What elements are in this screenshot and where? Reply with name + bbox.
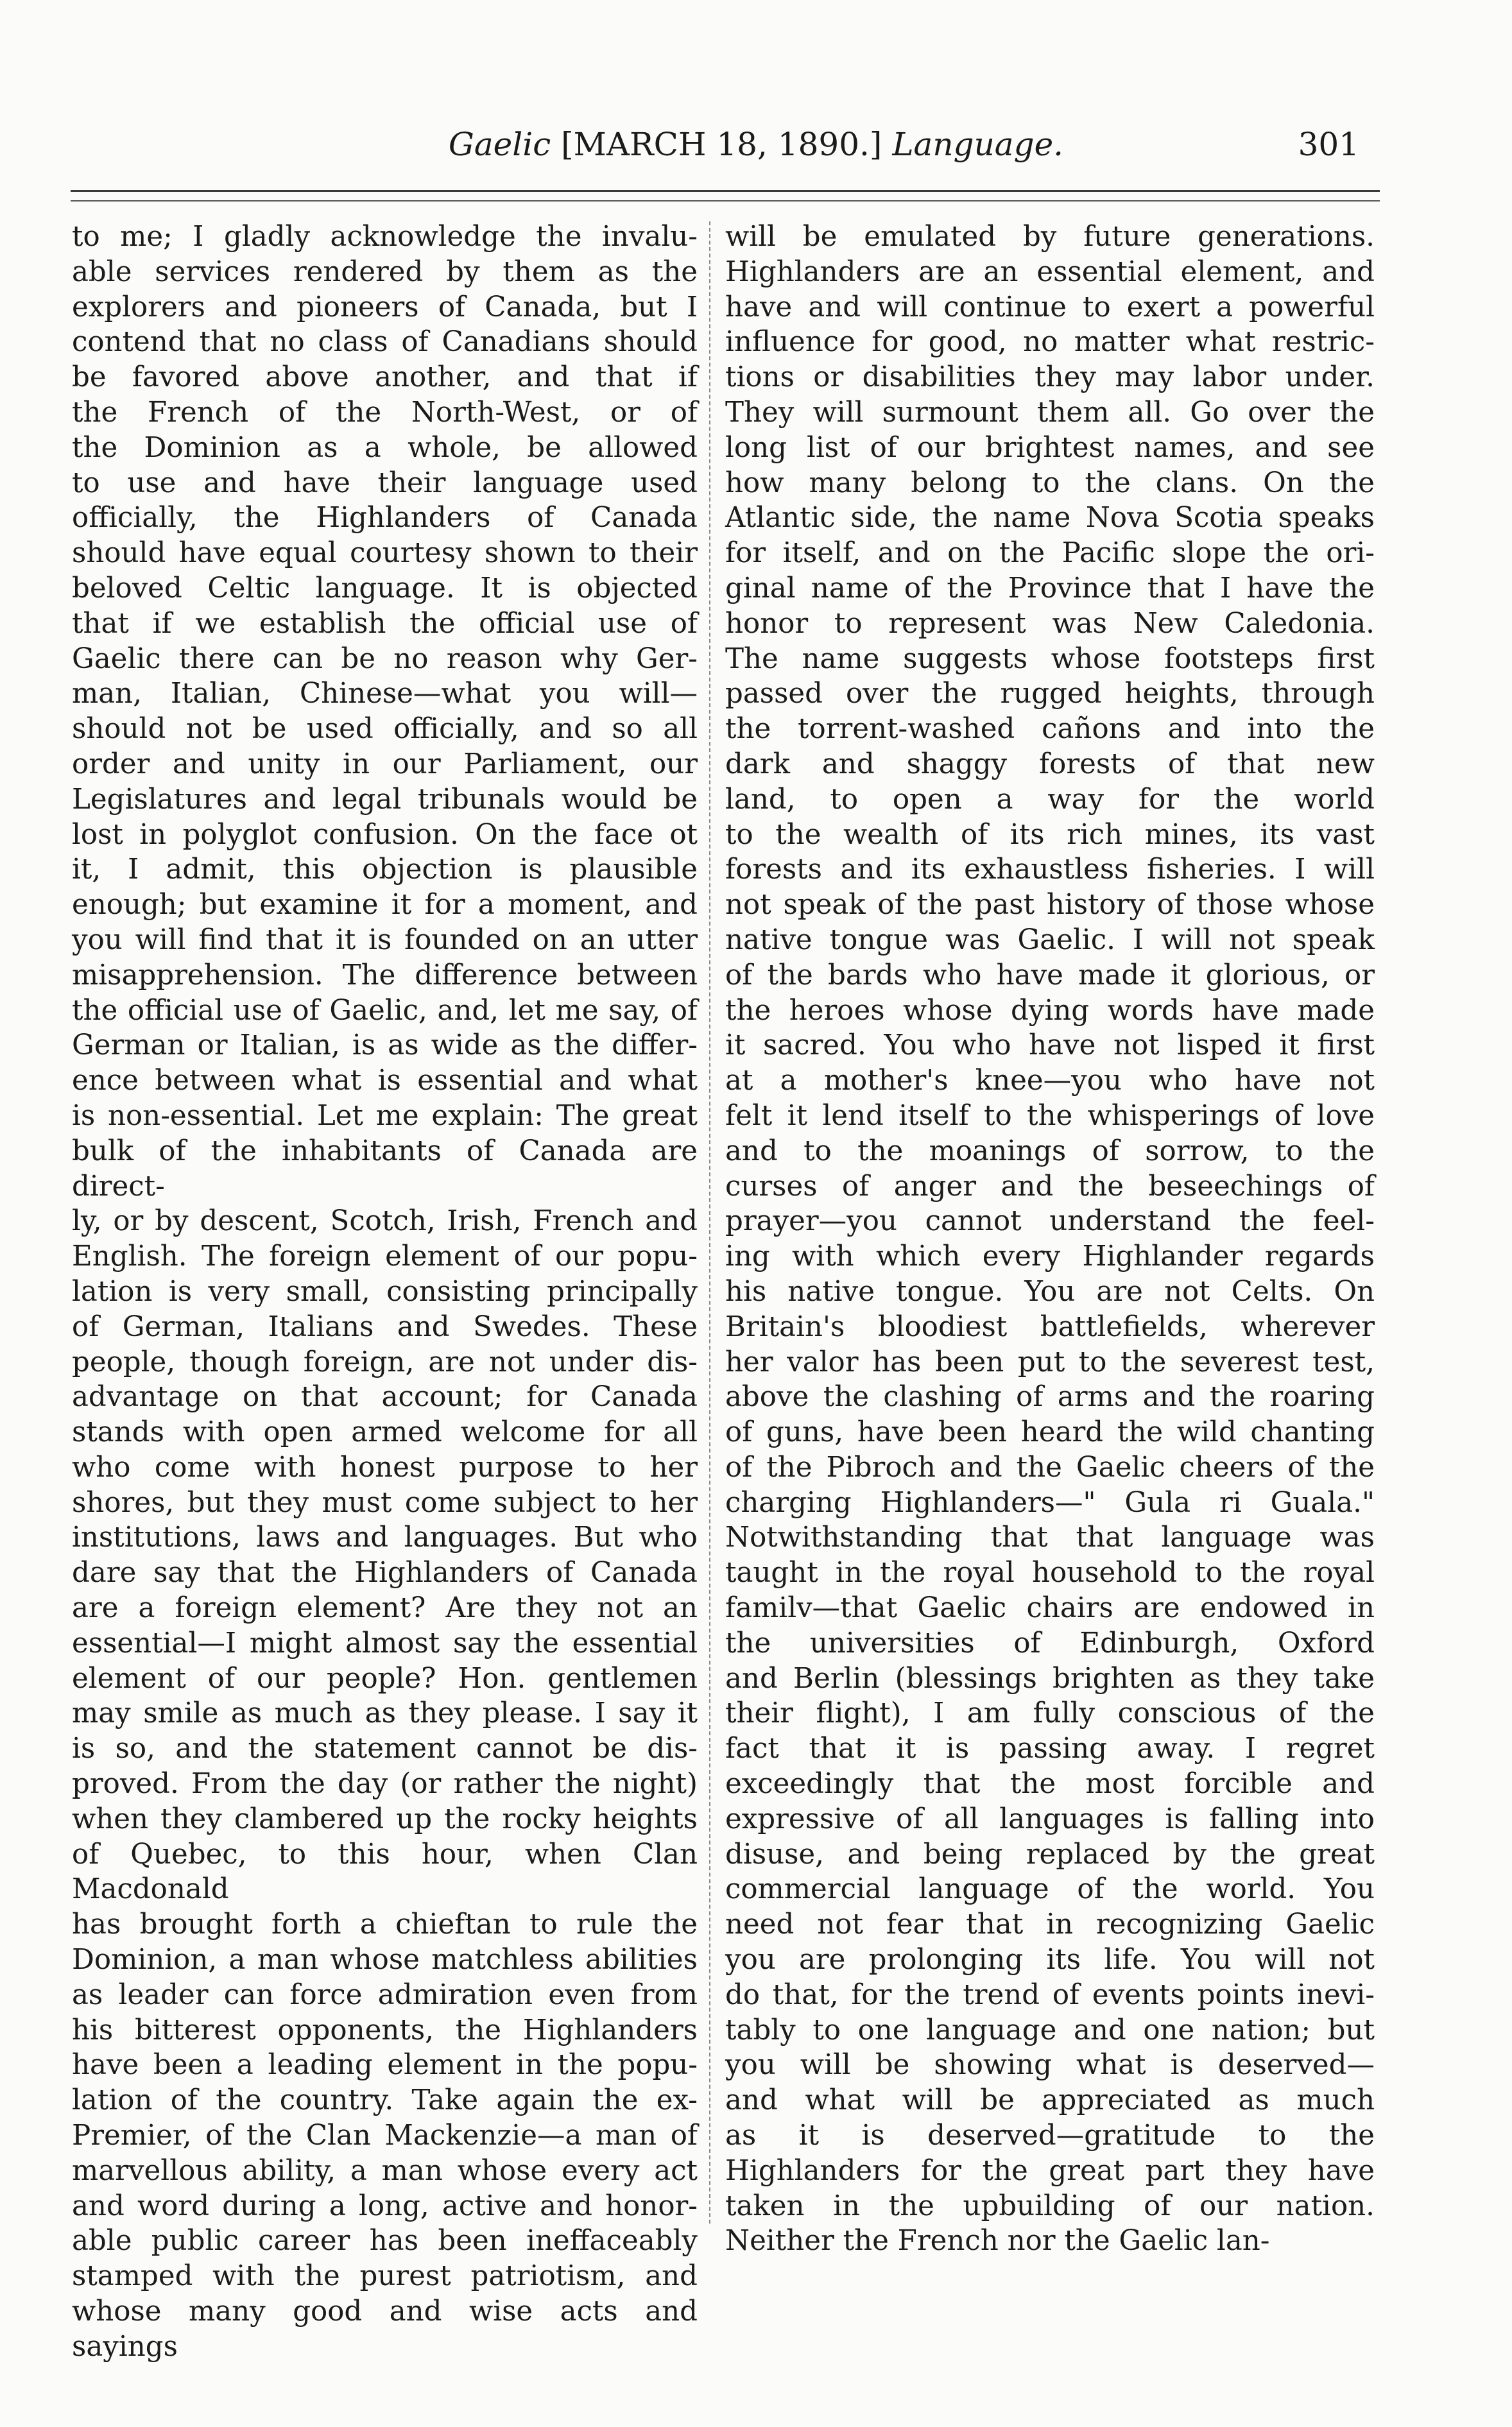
text-line: above the clashing of arms and the roaring <box>725 1381 1375 1414</box>
header-date: [MARCH 18, 1890.] <box>561 126 882 163</box>
text-line: misapprehension. The difference between <box>72 959 698 991</box>
header-title <box>0 126 1512 163</box>
text-line: shores, but they must come subject to her <box>72 1486 698 1519</box>
header-left-word: Gaelic <box>448 126 551 163</box>
text-line: Gaelic there can be no reason why Ger- <box>72 642 698 675</box>
text-line: English. The foreign element of our popu- <box>72 1240 698 1273</box>
text-line: honor to represent was New Caledonia. <box>725 607 1375 640</box>
text-line: German or Italian, is as wide as the differ- <box>72 1029 698 1062</box>
text-line: man, Italian, Chinese—what you will— <box>72 678 698 710</box>
text-line: taken in the upbuilding of our nation. <box>725 2190 1375 2222</box>
text-line: his native tongue. You are not Celts. On <box>725 1275 1375 1308</box>
right-column <box>725 219 1375 2258</box>
column-divider <box>709 221 710 2224</box>
text-line: for itself, and on the Pacific slope the ori- <box>725 537 1375 570</box>
text-line: order and unity in our Parliament, our <box>72 748 698 780</box>
text-line: it, I admit, this objection is plausible <box>72 853 698 886</box>
text-line: how many belong to the clans. On the <box>725 467 1375 499</box>
text-line: as it is deserved—gratitude to the <box>725 2120 1375 2152</box>
text-line: the French of the North-West, or of <box>72 396 698 429</box>
text-line: native tongue was Gaelic. I will not speak <box>725 923 1375 956</box>
text-line: of the Pibroch and the Gaelic cheers of the <box>725 1451 1375 1484</box>
text-line: should not be used officially, and so all <box>72 713 698 746</box>
text-line: not speak of the past history of those whose <box>725 889 1375 922</box>
text-line: familv—that Gaelic chairs are endowed in <box>725 1592 1375 1625</box>
text-line: the torrent-washed cañons and into the <box>725 713 1375 746</box>
text-line: disuse, and being replaced by the great <box>725 1838 1375 1871</box>
text-line: and word during a long, active and honor- <box>72 2190 698 2222</box>
text-line: as leader can force admiration even from <box>72 1978 698 2011</box>
header-rule-bottom <box>71 200 1380 202</box>
text-line: influence for good, no matter what restric- <box>725 326 1375 359</box>
text-line: of guns, have been heard the wild chanting <box>725 1416 1375 1449</box>
text-line: whose many good and wise acts and sayings <box>72 2295 698 2363</box>
left-column <box>72 219 698 2363</box>
text-line: may smile as much as they please. I say it <box>72 1697 698 1730</box>
running-header <box>0 126 1512 184</box>
text-line: curses of anger and the beseechings of <box>725 1170 1375 1203</box>
text-line: able public career has been ineffaceably <box>72 2225 698 2258</box>
text-line: institutions, laws and languages. But who <box>72 1522 698 1554</box>
text-line: of the bards who have made it glorious, or <box>725 959 1375 991</box>
text-line: passed over the rugged heights, through <box>725 678 1375 710</box>
text-line: dark and shaggy forests of that new <box>725 748 1375 780</box>
text-line: lost in polyglot confusion. On the face ot <box>72 818 698 851</box>
text-line: and Berlin (blessings brighten as they take <box>725 1662 1375 1695</box>
text-line: have been a leading element in the popu- <box>72 2049 698 2082</box>
text-line: able services rendered by them as the <box>72 255 698 288</box>
text-line: forests and its exhaustless fisheries. I will <box>725 853 1375 886</box>
text-line: Atlantic side, the name Nova Scotia speaks <box>725 502 1375 535</box>
text-line: advantage on that account; for Canada <box>72 1381 698 1414</box>
text-line: ence between what is essential and what <box>72 1065 698 1097</box>
text-line: ginal name of the Province that I have the <box>725 572 1375 605</box>
text-line: are a foreign element? Are they not an <box>72 1592 698 1625</box>
header-rule-top <box>71 190 1380 192</box>
text-line: officially, the Highlanders of Canada <box>72 502 698 535</box>
text-line: is non-essential. Let me explain: The great <box>72 1099 698 1132</box>
text-line: and what will be appreciated as much <box>725 2084 1375 2117</box>
text-line: exceedingly that the most forcible and <box>725 1768 1375 1801</box>
text-line: is so, and the statement cannot be dis- <box>72 1733 698 1765</box>
text-line: Highlanders for the great part they have <box>725 2154 1375 2187</box>
text-line: people, though foreign, are not under dis- <box>72 1346 698 1378</box>
text-line: Dominion, a man whose matchless abilities <box>72 1944 698 1977</box>
text-line: contend that no class of Canadians should <box>72 326 698 359</box>
text-line: of Quebec, to this hour, when Clan Macdonald <box>72 1838 698 1906</box>
text-line: their flight), I am fully conscious of the <box>725 1697 1375 1730</box>
text-line: should have equal courtesy shown to their <box>72 537 698 570</box>
text-line: need not fear that in recognizing Gaelic <box>725 1908 1375 1941</box>
text-line: when they clambered up the rocky heights <box>72 1803 698 1835</box>
text-line: Legislatures and legal tribunals would be <box>72 783 698 816</box>
text-line: you will be showing what is deserved— <box>725 2049 1375 2082</box>
text-line: it sacred. You who have not lisped it first <box>725 1029 1375 1062</box>
text-line: taught in the royal household to the royal <box>725 1557 1375 1590</box>
text-line: enough; but examine it for a moment, and <box>72 889 698 922</box>
text-line: do that, for the trend of events points inevi- <box>725 1978 1375 2011</box>
text-line: marvellous ability, a man whose every act <box>72 2154 698 2187</box>
text-line: Premier, of the Clan Mackenzie—a man of <box>72 2120 698 2152</box>
text-line: lation of the country. Take again the ex- <box>72 2084 698 2117</box>
text-line: Notwithstanding that that language was <box>725 1522 1375 1554</box>
text-line: charging Highlanders—" Gula ri Guala." <box>725 1486 1375 1519</box>
text-line: dare say that the Highlanders of Canada <box>72 1557 698 1590</box>
text-line: expressive of all languages is falling into <box>725 1803 1375 1835</box>
text-line: be favored above another, and that if <box>72 361 698 394</box>
text-line: stamped with the purest patriotism, and <box>72 2260 698 2293</box>
text-line: has brought forth a chieftan to rule the <box>72 1908 698 1941</box>
text-line: will be emulated by future generations. <box>725 221 1375 253</box>
text-line: who come with honest purpose to her <box>72 1451 698 1484</box>
text-line: commercial language of the world. You <box>725 1873 1375 1906</box>
text-line: Neither the French nor the Gaelic lan- <box>725 2225 1270 2258</box>
text-line: to use and have their language used <box>72 467 698 499</box>
text-line: explorers and pioneers of Canada, but I <box>72 291 698 323</box>
text-line: beloved Celtic language. It is objected <box>72 572 698 605</box>
text-line: fact that it is passing away. I regret <box>725 1733 1375 1765</box>
text-line: the official use of Gaelic, and, let me say, of <box>72 994 698 1027</box>
text-line: you will find that it is founded on an utter <box>72 923 698 956</box>
text-line: you are prolonging its life. You will not <box>725 1944 1375 1977</box>
text-line: ing with which every Highlander regards <box>725 1240 1375 1273</box>
text-line: The name suggests whose footsteps first <box>725 642 1375 675</box>
text-line: felt it lend itself to the whisperings of love <box>725 1099 1375 1132</box>
text-line: the Dominion as a whole, be allowed <box>72 431 698 464</box>
text-line: proved. From the day (or rather the night) <box>72 1768 698 1801</box>
text-line: essential—I might almost say the essential <box>72 1627 698 1659</box>
text-line: the universities of Edinburgh, Oxford <box>725 1627 1375 1659</box>
text-line: to the wealth of its rich mines, its vast <box>725 818 1375 851</box>
text-line: They will surmount them all. Go over the <box>725 396 1375 429</box>
text-line: long list of our brightest names, and see <box>725 431 1375 464</box>
text-line: her valor has been put to the severest test, <box>725 1346 1375 1378</box>
text-line: stands with open armed welcome for all <box>72 1416 698 1449</box>
text-line: land, to open a way for the world <box>725 783 1375 816</box>
text-line: that if we establish the official use of <box>72 607 698 640</box>
text-line: element of our people? Hon. gentlemen <box>72 1662 698 1695</box>
text-line: ly, or by descent, Scotch, Irish, French and <box>72 1205 698 1238</box>
text-line: Britain's bloodiest battlefields, wherever <box>725 1310 1375 1343</box>
text-line: tions or disabilities they may labor under. <box>725 361 1375 394</box>
text-line: and to the moanings of sorrow, to the <box>725 1135 1375 1167</box>
text-line: the heroes whose dying words have made <box>725 994 1375 1027</box>
text-line: tably to one language and one nation; but <box>725 2014 1375 2046</box>
text-line: of German, Italians and Swedes. These <box>72 1310 698 1343</box>
text-line: lation is very small, consisting principally <box>72 1275 698 1308</box>
text-line: prayer—you cannot understand the feel- <box>725 1205 1375 1238</box>
text-line: to me; I gladly acknowledge the invalu- <box>72 221 698 253</box>
text-line: bulk of the inhabitants of Canada are direct- <box>72 1135 698 1203</box>
text-line: Highlanders are an essential element, and <box>725 255 1375 288</box>
text-line: at a mother's knee—you who have not <box>725 1065 1375 1097</box>
header-right-word: Language. <box>892 126 1064 163</box>
text-line: his bitterest opponents, the Highlanders <box>72 2014 698 2046</box>
text-line: have and will continue to exert a powerful <box>725 291 1375 323</box>
page-number: 301 <box>1298 126 1359 163</box>
